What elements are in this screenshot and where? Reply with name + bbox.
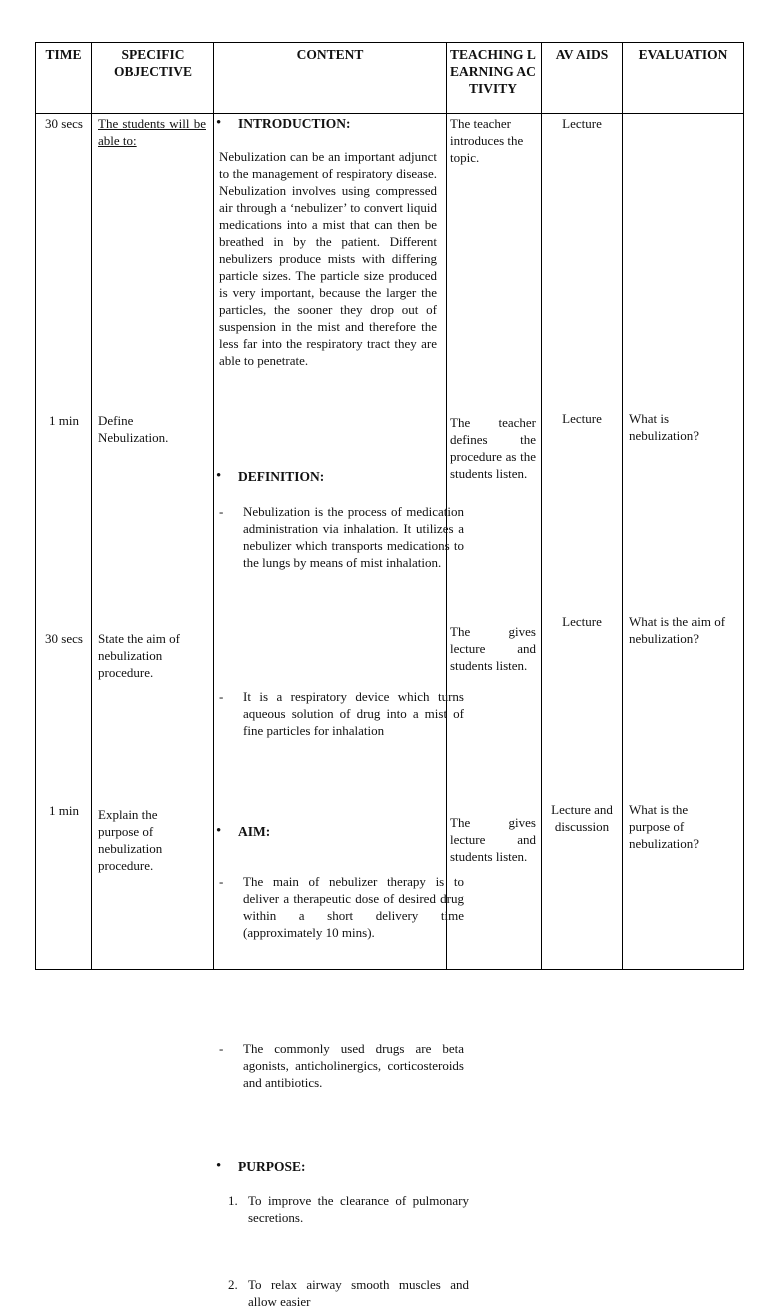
activity-cell: The gives lecture and students listen. (450, 624, 536, 673)
av-aids-cell: Lecture (562, 614, 602, 629)
definition-heading: • DEFINITION: (216, 468, 448, 485)
objective-cell: The students will be able to: (98, 116, 206, 148)
lesson-plan-table (35, 42, 744, 1309)
definition-point-2: - It is a respiratory device which turns aqueous solution of drug into a mist of fine particles for inhalation (216, 688, 464, 739)
introduction-text: Nebulization can be an important adjunct to the management of respiratory disease. Nebulization involves using compressed air through a ‘nebulizer’ to convert liquid medications into a mist that can then be breathed in by the patient. Different nebulizers produce mists with differing particle sizes. The particle size produced is very important, because the larger the particles, the sooner they drop out of suspension in the mist and therefore the less far into the respiratory tract they are able to penetrate. (219, 149, 437, 368)
column-divider (622, 43, 623, 969)
column-divider (91, 43, 92, 969)
objective-cell: Explain the purpose of nebulization procedure. (98, 807, 163, 873)
header-time: TIME (45, 47, 82, 62)
purpose-number: 2. (228, 1277, 238, 1292)
evaluation-cell: What is nebulization? (629, 411, 700, 443)
aim-point-1: - The main of nebulizer therapy is to deliver a therapeutic dose of desired drug within a short delivery time (approximately 10 mins). (216, 873, 464, 941)
purpose-text: To relax airway smooth muscles and allow easier (248, 1277, 469, 1309)
av-aids-cell: Lecture (562, 116, 602, 131)
purpose-heading: • PURPOSE: (216, 1158, 448, 1175)
time-cell: 30 secs (45, 116, 83, 131)
av-aids-cell: Lecture and discussion (551, 802, 613, 834)
evaluation-cell: What is the aim of nebulization? (629, 614, 726, 646)
purpose-number: 1. (228, 1193, 238, 1208)
time-cell: 30 secs (45, 631, 83, 646)
purpose-point-2 (216, 1276, 469, 1310)
objective-cell: Define Nebulization. (98, 413, 169, 445)
definition-point-1: - Nebulization is the process of medication administration via inhalation. It utilizes a nebulizer which transports medications to the lungs by means of mist inhalation. (216, 503, 464, 571)
purpose-point-1 (216, 1192, 469, 1226)
purpose-text: To improve the clearance of pulmonary secretions. (248, 1193, 469, 1225)
column-divider (213, 43, 214, 969)
introduction-heading: • INTRODUCTION: (216, 115, 448, 132)
activity-cell: The gives lecture and students listen. (450, 815, 536, 864)
aim-heading: • AIM: (216, 823, 448, 840)
header-teaching-learning-activity: TEACHING LEARNING ACTIVITY (450, 47, 536, 96)
column-divider (541, 43, 542, 969)
header-specific-objective: SPECIFIC OBJECTIVE (113, 47, 193, 79)
activity-cell: The teacher introduces the topic. (450, 116, 524, 165)
time-cell: 1 min (49, 803, 79, 818)
objective-cell: State the aim of nebulization procedure. (98, 631, 180, 680)
av-aids-cell: Lecture (562, 411, 602, 426)
activity-cell: The teacher defines the procedure as the students listen. (450, 415, 536, 481)
evaluation-cell: What is the purpose of nebulization? (629, 802, 700, 851)
time-cell: 1 min (49, 413, 79, 428)
header-av-aids: AV AIDS (555, 47, 609, 62)
header-divider (36, 113, 743, 114)
aim-point-2: - The commonly used drugs are beta agonists, anticholinergics, corticosteroids and antibiotics. (216, 1040, 464, 1091)
header-content: CONTENT (296, 47, 364, 62)
header-evaluation: EVALUATION (638, 47, 728, 62)
